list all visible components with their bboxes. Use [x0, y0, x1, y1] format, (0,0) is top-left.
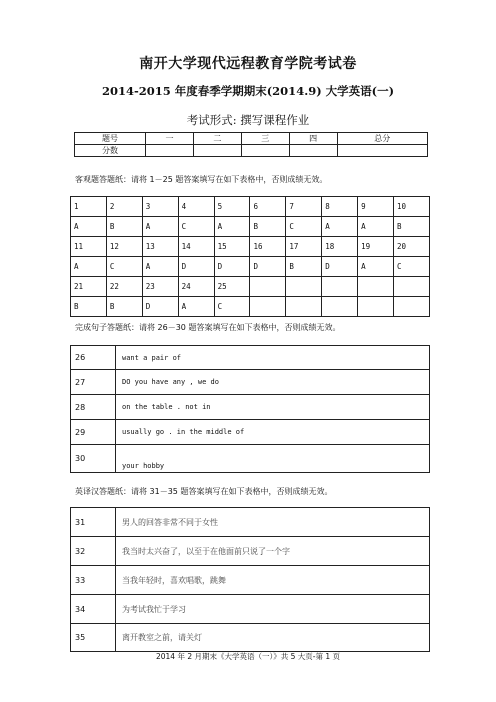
objective-cell: C — [286, 217, 322, 237]
objective-cell: 10 — [394, 197, 430, 217]
score-header-cell: 总分 — [337, 133, 428, 145]
objective-cell — [358, 297, 394, 317]
objective-cell: D — [178, 257, 214, 277]
objective-cell: 1 — [71, 197, 107, 217]
completion-row — [71, 420, 430, 445]
objective-cell: 7 — [286, 197, 322, 217]
objective-cell: 23 — [142, 277, 178, 297]
score-header-cell: 四 — [289, 133, 337, 145]
objective-cell: 25 — [214, 277, 250, 297]
exam-subtitle: 2014-2015 年度春季学期期末(2014.9) 大学英语(一) — [101, 84, 395, 98]
objective-cell: 14 — [178, 237, 214, 257]
translation-instruction: 英译汉答题纸：请将 31－35 题答案填写在如下表格中，否则成绩无效。 — [75, 487, 333, 496]
objective-cell: D — [250, 257, 286, 277]
objective-cell: 21 — [71, 277, 107, 297]
objective-answer-table — [70, 196, 430, 317]
translation-row — [71, 508, 430, 537]
objective-cell: A — [71, 217, 107, 237]
question-number: 32 — [71, 537, 116, 566]
objective-cell: 20 — [394, 237, 430, 257]
objective-cell: 17 — [286, 237, 322, 257]
objective-cell: A — [358, 257, 394, 277]
exam-title: 南开大学现代远程教育学院考试卷 — [139, 56, 357, 72]
completion-answer: your hobby — [116, 445, 430, 473]
objective-cell: 13 — [142, 237, 178, 257]
completion-answer: on the table . not in — [116, 395, 430, 420]
objective-cell — [358, 277, 394, 297]
objective-instruction: 客观题答题纸：请将 1－25 题答案填写在如下表格中，否则成绩无效。 — [75, 175, 328, 184]
score-cell — [289, 145, 337, 157]
objective-cell — [394, 277, 430, 297]
completion-answer: want a pair of — [116, 346, 430, 370]
question-number: 31 — [71, 508, 116, 537]
objective-cell: 4 — [178, 197, 214, 217]
objective-cell: B — [106, 297, 142, 317]
objective-cell — [394, 297, 430, 317]
objective-cell — [250, 277, 286, 297]
objective-cell: 6 — [250, 197, 286, 217]
question-number: 28 — [71, 395, 116, 420]
question-number: 33 — [71, 566, 116, 595]
translation-answer-table — [70, 507, 430, 652]
objective-cell: A — [142, 257, 178, 277]
objective-cell — [286, 277, 322, 297]
score-cell — [146, 145, 194, 157]
objective-cell: B — [106, 217, 142, 237]
completion-row — [71, 370, 430, 395]
objective-row — [71, 197, 430, 217]
objective-cell: 19 — [358, 237, 394, 257]
objective-cell — [286, 297, 322, 317]
objective-cell: B — [394, 217, 430, 237]
objective-cell: 22 — [106, 277, 142, 297]
objective-cell: A — [71, 257, 107, 277]
question-number: 30 — [71, 445, 116, 473]
objective-row — [71, 277, 430, 297]
objective-cell: B — [71, 297, 107, 317]
objective-cell: A — [178, 297, 214, 317]
score-cell — [337, 145, 428, 157]
objective-row — [71, 257, 430, 277]
objective-cell: C — [214, 297, 250, 317]
score-row-label: 分数 — [75, 145, 146, 157]
completion-row — [71, 346, 430, 370]
score-cell — [241, 145, 289, 157]
translation-row — [71, 566, 430, 595]
objective-cell — [322, 297, 358, 317]
objective-cell — [250, 297, 286, 317]
score-value-row — [75, 145, 428, 157]
score-header-cell: 二 — [193, 133, 241, 145]
objective-cell: B — [250, 217, 286, 237]
completion-instruction: 完成句子答题纸：请将 26－30 题答案填写在如下表格中，否则成绩无效。 — [75, 323, 341, 332]
score-header-cell: 一 — [146, 133, 194, 145]
translation-row — [71, 624, 430, 652]
objective-cell: 12 — [106, 237, 142, 257]
objective-row — [71, 217, 430, 237]
objective-cell: D — [142, 297, 178, 317]
objective-cell: C — [394, 257, 430, 277]
translation-answer: 为考试我忙于学习 — [116, 595, 430, 624]
objective-cell: 11 — [71, 237, 107, 257]
page-footer: 2014 年 2 月期末《大学英语（一）》共 5 大页-第 1 页 — [155, 652, 341, 661]
objective-cell: 24 — [178, 277, 214, 297]
score-table — [74, 132, 428, 157]
objective-cell: 16 — [250, 237, 286, 257]
completion-row — [71, 445, 430, 473]
objective-cell: A — [322, 217, 358, 237]
question-number: 29 — [71, 420, 116, 445]
objective-cell: C — [106, 257, 142, 277]
score-header-cell: 题号 — [75, 133, 146, 145]
translation-row — [71, 537, 430, 566]
translation-answer: 男人的回答非常不同于女性 — [116, 508, 430, 537]
objective-cell: 5 — [214, 197, 250, 217]
translation-answer: 离开教室之前，请关灯 — [116, 624, 430, 652]
objective-cell: 8 — [322, 197, 358, 217]
score-header-row — [75, 133, 428, 145]
score-cell — [193, 145, 241, 157]
translation-row — [71, 595, 430, 624]
completion-answer: DO you have any , we do — [116, 370, 430, 395]
translation-answer: 我当时太兴奋了，以至于在他面前只说了一个字 — [116, 537, 430, 566]
translation-answer: 当我年轻时，喜欢唱歌，跳舞 — [116, 566, 430, 595]
objective-cell: C — [178, 217, 214, 237]
objective-cell: D — [214, 257, 250, 277]
completion-row — [71, 395, 430, 420]
objective-cell: 15 — [214, 237, 250, 257]
question-number: 35 — [71, 624, 116, 652]
objective-cell: A — [214, 217, 250, 237]
completion-answer-table — [70, 345, 430, 473]
objective-cell: A — [142, 217, 178, 237]
objective-cell: B — [286, 257, 322, 277]
objective-row — [71, 237, 430, 257]
objective-cell: A — [358, 217, 394, 237]
objective-cell: D — [322, 257, 358, 277]
question-number: 26 — [71, 346, 116, 370]
exam-form: 考试形式: 撰写课程作业 — [186, 113, 310, 127]
objective-cell — [322, 277, 358, 297]
question-number: 27 — [71, 370, 116, 395]
objective-cell: 18 — [322, 237, 358, 257]
objective-cell: 9 — [358, 197, 394, 217]
score-header-cell: 三 — [241, 133, 289, 145]
objective-cell: 3 — [142, 197, 178, 217]
question-number: 34 — [71, 595, 116, 624]
objective-row — [71, 297, 430, 317]
objective-cell: 2 — [106, 197, 142, 217]
completion-answer: usually go . in the middle of — [116, 420, 430, 445]
